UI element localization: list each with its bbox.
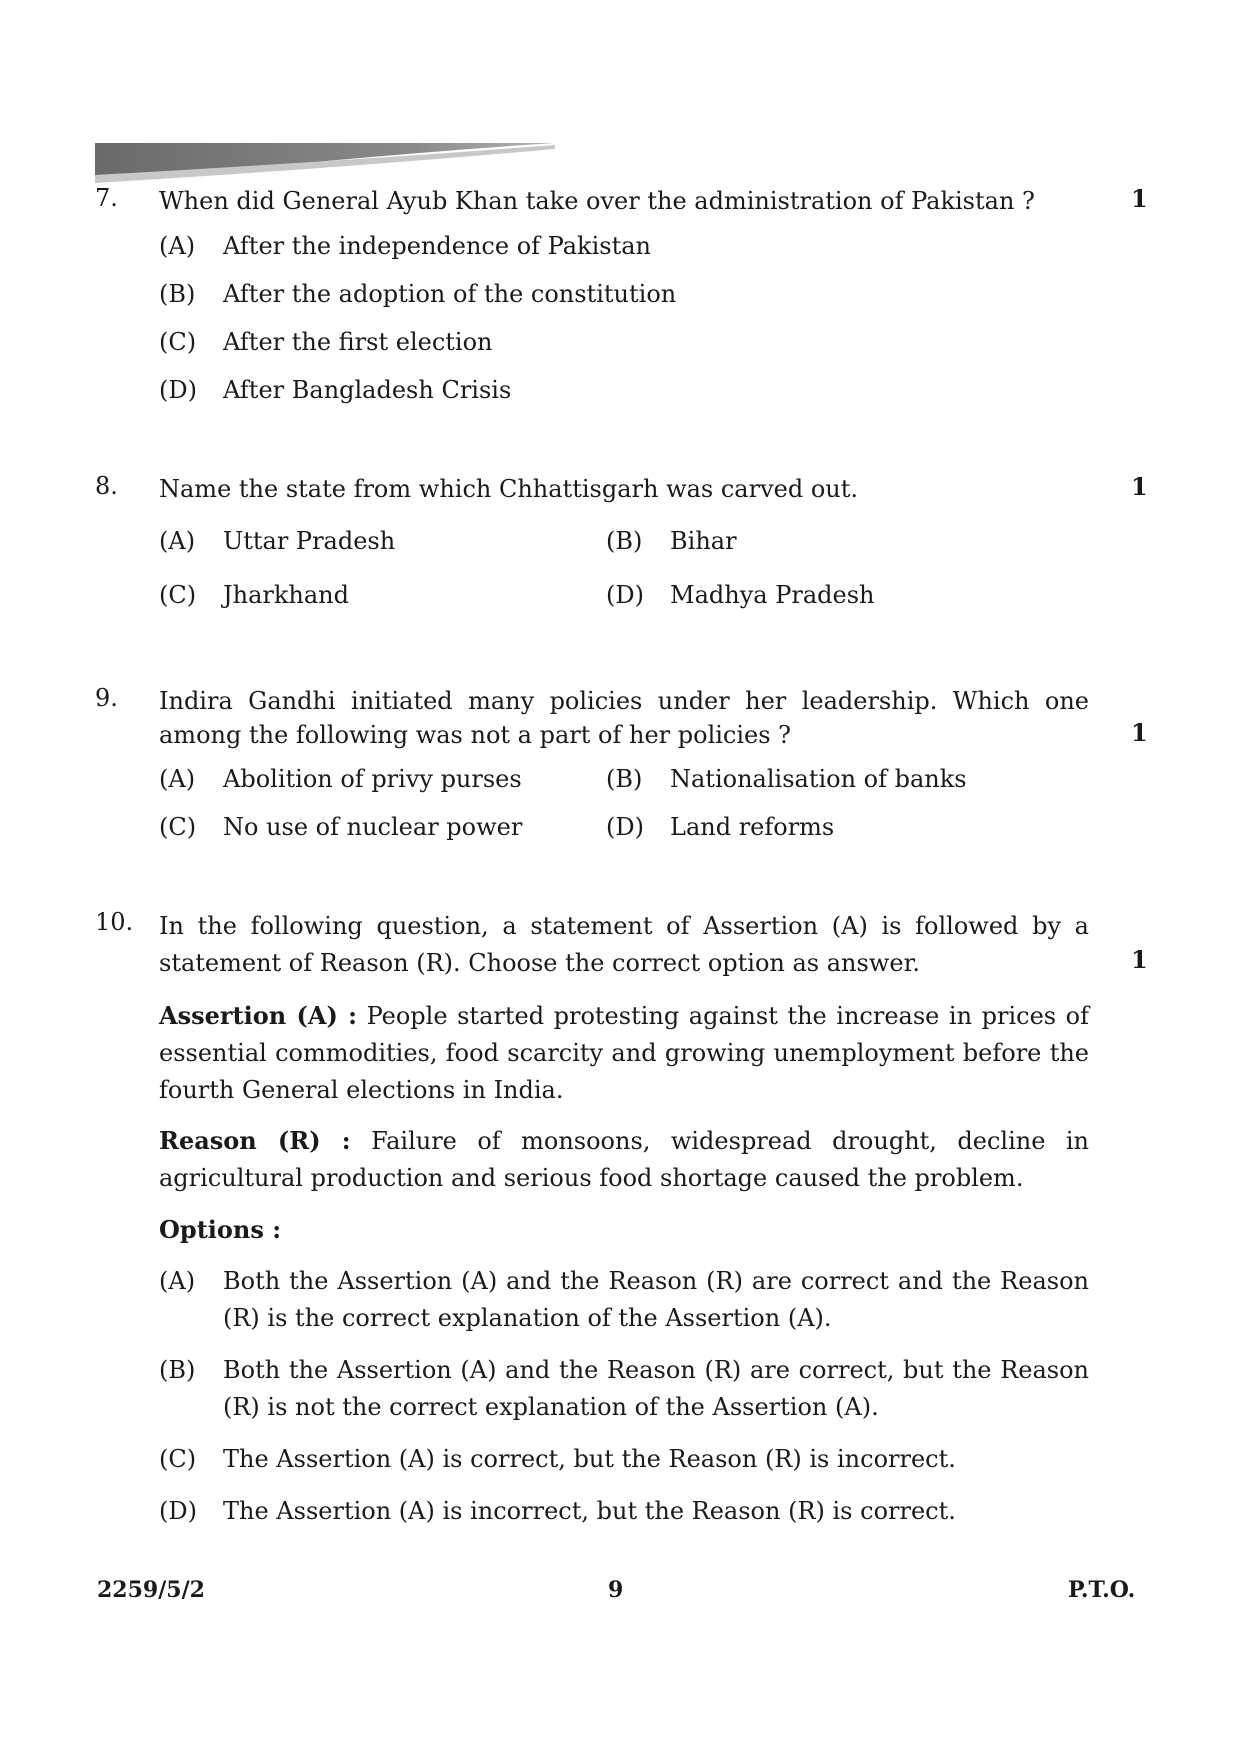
page-number: 9 — [608, 1577, 624, 1603]
option-a: (A) Uttar Pradesh — [159, 527, 396, 555]
question-number: 7. — [95, 184, 118, 212]
option-c: (C) No use of nuclear power — [159, 813, 523, 841]
question-number: 9. — [95, 684, 118, 712]
option-b: (B) Bihar — [606, 527, 737, 555]
please-turn-over: P.T.O. — [1068, 1577, 1136, 1603]
option-d: (D) Madhya Pradesh — [606, 581, 875, 609]
option-a: (A) After the independence of Pakistan — [159, 232, 651, 260]
question-text: In the following question, a statement of Assertion (A) is followed by a statement of Reason (R). Choose the correct option as answer. — [159, 912, 1089, 977]
question-text: Name the state from which Chhattisgarh was carved out. — [159, 475, 859, 503]
option-a: (A) Both the Assertion (A) and the Reason (R) are correct and the Reason (R) is the correct explanation of the Assertion (A). — [159, 1267, 1089, 1332]
question-marks: 1 — [1131, 718, 1148, 747]
question-number: 10. — [95, 908, 134, 936]
assertion-label: Assertion (A) : — [159, 1001, 357, 1030]
option-c: (C) The Assertion (A) is correct, but the Reason (R) is incorrect. — [159, 1445, 956, 1473]
reason-text: Failure of monsoons, widespread drought, decline in agricultural production and serious food shortage caused the problem. — [159, 1127, 1089, 1192]
options-heading: Options : — [159, 1215, 282, 1244]
option-b: (B) Both the Assertion (A) and the Reason (R) are correct, but the Reason (R) is not the correct explanation of the Assertion (A). — [159, 1356, 1089, 1421]
assertion-statement — [159, 997, 1089, 1109]
question-marks: 1 — [1131, 472, 1148, 501]
question-number: 8. — [95, 472, 118, 500]
option-d: (D) The Assertion (A) is incorrect, but the Reason (R) is correct. — [159, 1497, 956, 1525]
assertion-text: People started protesting against the increase in prices of essential commodities, food scarcity and growing unemployment before the fourth General elections in India. — [159, 1002, 1090, 1104]
option-b: (B) Nationalisation of banks — [606, 765, 967, 793]
header-decorative-bar — [95, 143, 555, 183]
reason-label: Reason (R) : — [159, 1126, 351, 1155]
question-marks: 1 — [1131, 184, 1148, 213]
question-text: Indira Gandhi initiated many policies under her leadership. Which one among the following was not a part of her policies ? — [159, 687, 1089, 749]
question-text: When did General Ayub Khan take over the administration of Pakistan ? — [159, 187, 1035, 215]
option-a: (A) Abolition of privy purses — [159, 765, 522, 793]
reason-statement — [159, 1122, 1089, 1197]
paper-code: 2259/5/2 — [97, 1577, 205, 1603]
option-c: (C) Jharkhand — [159, 581, 349, 609]
option-d: (D) Land reforms — [606, 813, 835, 841]
option-b: (B) After the adoption of the constitution — [159, 280, 677, 308]
question-marks: 1 — [1131, 945, 1148, 974]
option-c: (C) After the first election — [159, 328, 493, 356]
option-d: (D) After Bangladesh Crisis — [159, 376, 512, 404]
